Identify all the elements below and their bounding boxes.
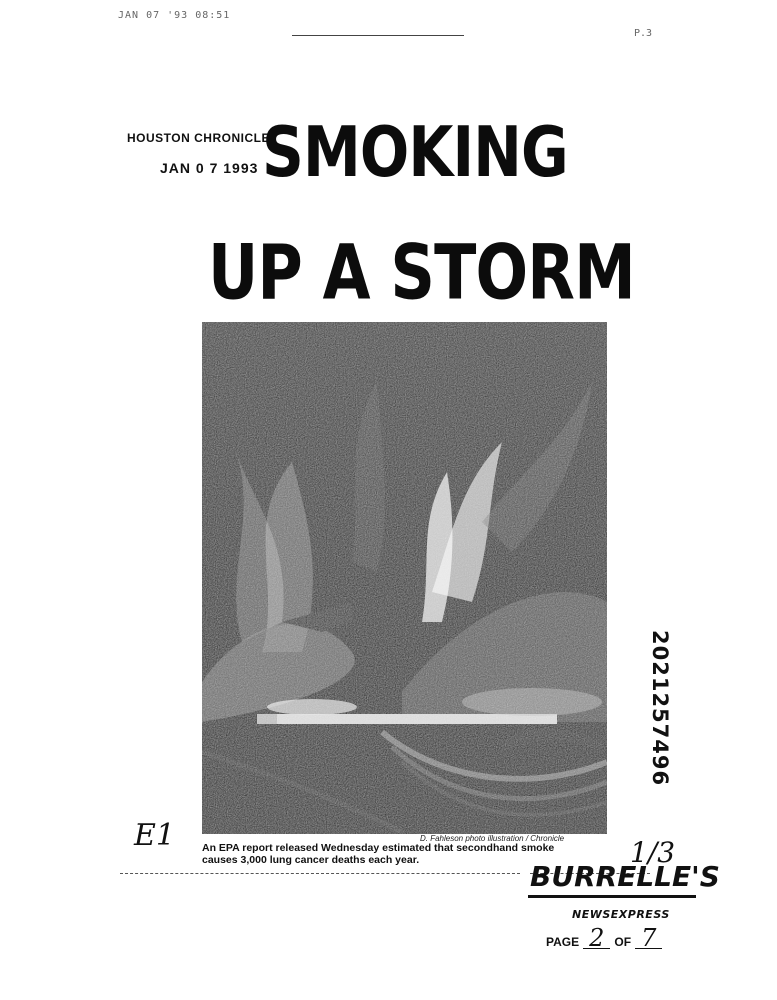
logo-underline: [528, 895, 696, 898]
clipping-service-subbrand: NEWSEXPRESS: [572, 908, 670, 921]
photo-credit: D. Fahleson photo illustration / Chronicle: [420, 834, 565, 843]
caption-line-2: causes 3,000 lung cancer deaths each year.: [202, 854, 420, 866]
page-count: [546, 924, 662, 952]
photo-graphic: [202, 322, 607, 834]
fax-page-mark: P.3: [634, 28, 653, 39]
fax-header: JAN 07 '93 08:51: [118, 10, 231, 21]
page-number: 2: [583, 928, 610, 949]
publication-date: JAN 0 7 1993: [160, 160, 259, 176]
headline-line-2: UP A STORM: [208, 228, 635, 317]
headline-line-1: SMOKING: [262, 112, 568, 193]
page-label: PAGE: [546, 935, 580, 949]
clipping-service-logo: BURRELLE'S: [530, 860, 720, 893]
caption-line-1: An EPA report released Wednesday estimated that secondhand smoke: [202, 842, 555, 854]
page-total: 7: [635, 928, 662, 949]
document-code: 2021257496: [648, 630, 672, 787]
handwritten-section-mark: E1: [134, 818, 175, 853]
publication-name: HOUSTON CHRONICLE: [127, 131, 270, 145]
fax-divider: [292, 35, 464, 36]
dashed-divider: [120, 873, 520, 874]
of-label: OF: [614, 935, 632, 949]
smoke-photo-illustration: [202, 322, 607, 834]
handwritten-page-fraction: 1/3: [630, 836, 676, 869]
